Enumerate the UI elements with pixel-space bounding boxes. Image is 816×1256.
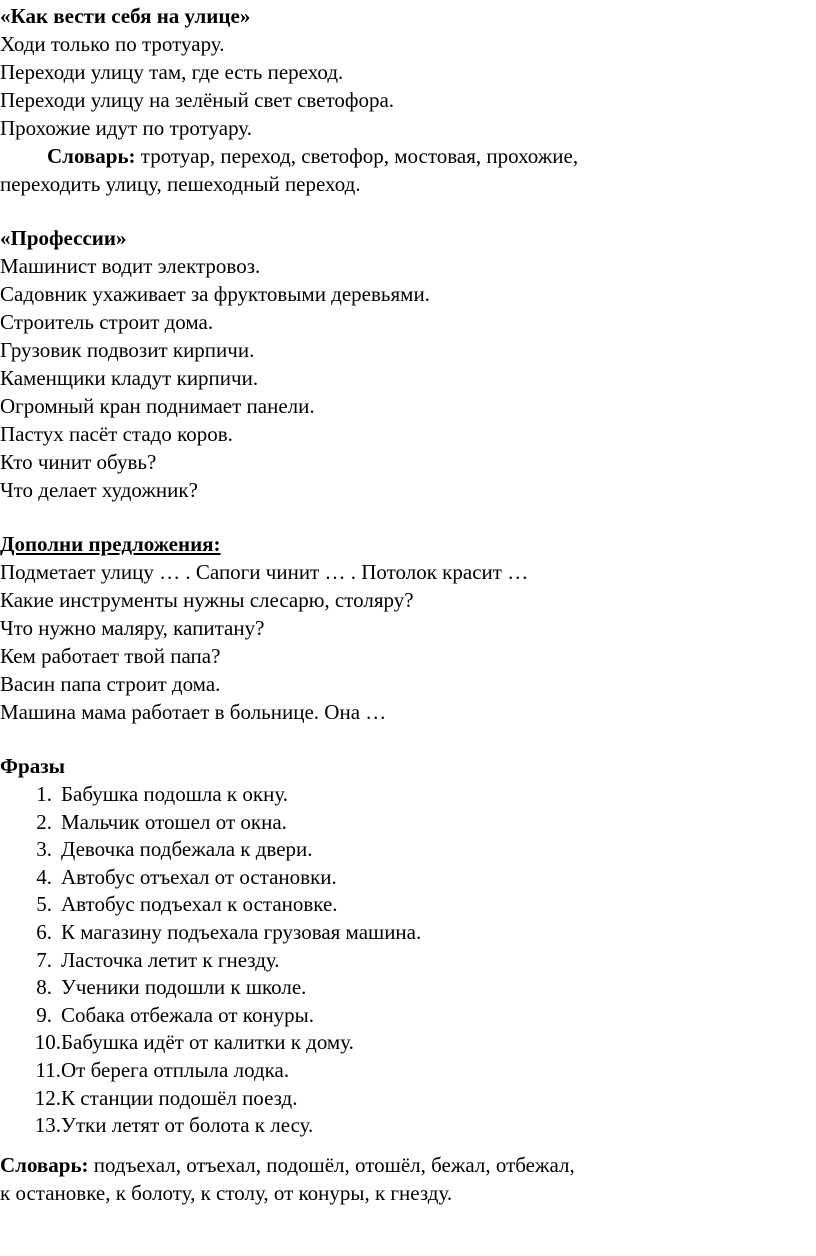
vocab-line-continued: к остановке, к болоту, к столу, от конуры, к гнезду. [0, 1181, 453, 1205]
list-item-number: 2. [36, 809, 52, 834]
list-item [0, 1111, 314, 1139]
text-line: Огромный кран поднимает панели. [0, 394, 315, 418]
section-title-professions: «Профессии» [0, 226, 127, 250]
list-item-number: 9. [36, 1002, 52, 1027]
list-item [0, 780, 288, 808]
list-item-text: Утки летят от болота к лесу. [61, 1113, 314, 1138]
text-line: Что нужно маляру, капитану? [0, 616, 265, 640]
list-item-number: 8. [36, 975, 52, 1000]
list-item [0, 835, 313, 863]
text-line: Кем работает твой папа? [0, 644, 221, 668]
text-line: Машинист водит электровоз. [0, 254, 261, 278]
section-title-street: «Как вести себя на улице» [0, 4, 251, 28]
list-item-number: 11. [35, 1058, 61, 1082]
list-item-text: Автобус подъехал к остановке. [61, 892, 338, 917]
vocab-line-continued: переходить улицу, пешеходный переход. [0, 172, 361, 196]
list-item [0, 946, 280, 974]
list-item-text: К магазину подъехала грузовая машина. [61, 920, 422, 944]
list-item-number: 3. [36, 837, 52, 862]
list-item [0, 863, 337, 891]
list-item [0, 1001, 315, 1029]
vocab-line [0, 1151, 575, 1179]
list-item-number: 5. [36, 892, 52, 917]
text-line: Васин папа строит дома. [0, 672, 221, 696]
text-line: Что делает художник? [0, 478, 198, 502]
list-item-text: Ученики подошли к школе. [61, 975, 307, 1000]
list-item [0, 1056, 290, 1084]
text-line: Кто чинит обувь? [0, 450, 157, 474]
text-line: Ходи только по тротуару. [0, 32, 225, 56]
list-item [0, 1028, 354, 1056]
vocab-line [47, 142, 578, 170]
section-title-phrases: Фразы [0, 754, 66, 778]
list-item-text: Бабушка подошла к окну. [61, 782, 288, 806]
list-item-number: 1. [36, 782, 52, 806]
list-item-number: 7. [36, 947, 52, 972]
list-item [0, 1084, 298, 1112]
text-line: Прохожие идут по тротуару. [0, 116, 252, 140]
list-item-text: К станции подошёл поезд. [61, 1085, 298, 1110]
vocab-text: подъехал, отъехал, подошёл, отошёл, бежал, отбежал, [88, 1153, 575, 1177]
list-item-number: 10. [34, 1030, 61, 1055]
text-line: Переходи улицу там, где есть переход. [0, 60, 344, 84]
list-item-text: Мальчик отошел от окна. [61, 809, 287, 834]
list-item-text: Автобус отъехал от остановки. [61, 864, 337, 889]
text-line: Какие инструменты нужны слесарю, столяру? [0, 588, 414, 612]
list-item [0, 808, 287, 836]
section-title-complete: Дополни предложения: [0, 532, 221, 556]
list-item-text: Ласточка летит к гнезду. [61, 947, 280, 972]
vocab-label: Словарь: [0, 1153, 89, 1177]
text-line: Подметает улицу … . Сапоги чинит … . Потолок красит … [0, 560, 529, 584]
list-item-number: 12. [34, 1085, 61, 1110]
list-item-text: Девочка подбежала к двери. [61, 837, 313, 862]
text-line: Каменщики кладут кирпичи. [0, 366, 259, 390]
list-item-number: 4. [36, 864, 52, 889]
text-line: Переходи улицу на зелёный свет светофора. [0, 88, 395, 112]
text-line: Садовник ухаживает за фруктовыми деревьями. [0, 282, 430, 306]
list-item-number: 6. [36, 920, 52, 944]
text-line: Машина мама работает в больнице. Она … [0, 700, 387, 724]
list-item [0, 918, 422, 946]
text-line: Строитель строит дома. [0, 310, 214, 334]
list-item-text: От берега отплыла лодка. [61, 1058, 290, 1082]
list-item-text: Собака отбежала от конуры. [61, 1002, 315, 1027]
list-item [0, 890, 338, 918]
list-item [0, 973, 307, 1001]
vocab-label: Словарь: [47, 144, 136, 168]
list-item-text: Бабушка идёт от калитки к дому. [61, 1030, 354, 1055]
text-line: Пастух пасёт стадо коров. [0, 422, 233, 446]
text-line: Грузовик подвозит кирпичи. [0, 338, 255, 362]
list-item-number: 13. [34, 1113, 61, 1138]
vocab-text: тротуар, переход, светофор, мостовая, прохожие, [135, 144, 579, 168]
